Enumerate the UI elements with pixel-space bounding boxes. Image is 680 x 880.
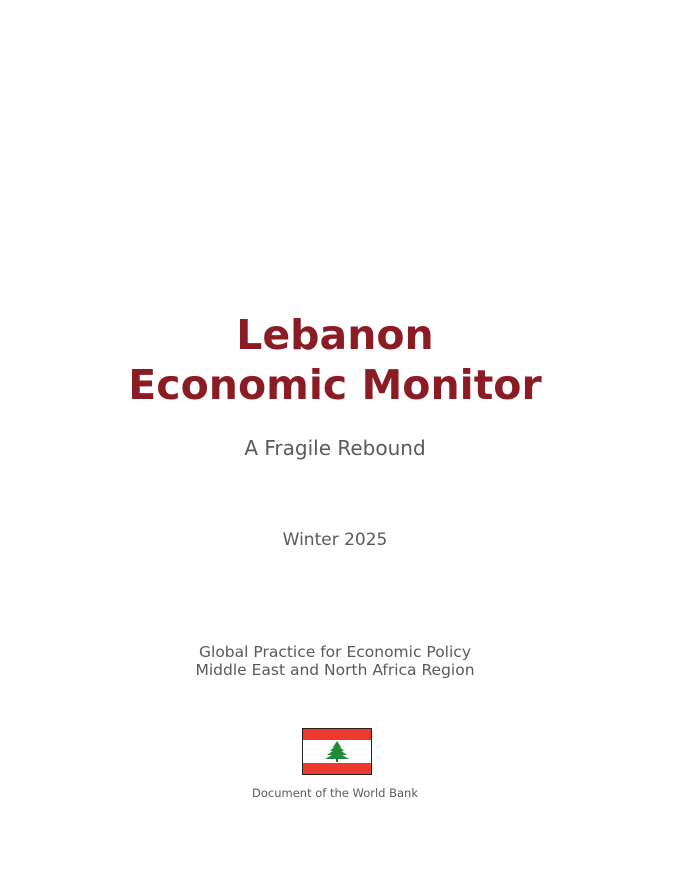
title-line-1: Lebanon — [236, 311, 434, 359]
practice-line-1: Global Practice for Economic Policy — [199, 643, 471, 661]
report-subtitle: A Fragile Rebound — [244, 436, 426, 460]
practice-line-2: Middle East and North Africa Region — [195, 661, 475, 679]
practice-block — [0, 643, 670, 679]
title-line-2: Economic Monitor — [128, 361, 542, 409]
lebanon-flag-icon — [302, 728, 372, 775]
document-footer-note: Document of the World Bank — [252, 786, 418, 800]
edition-label: Winter 2025 — [282, 530, 388, 550]
